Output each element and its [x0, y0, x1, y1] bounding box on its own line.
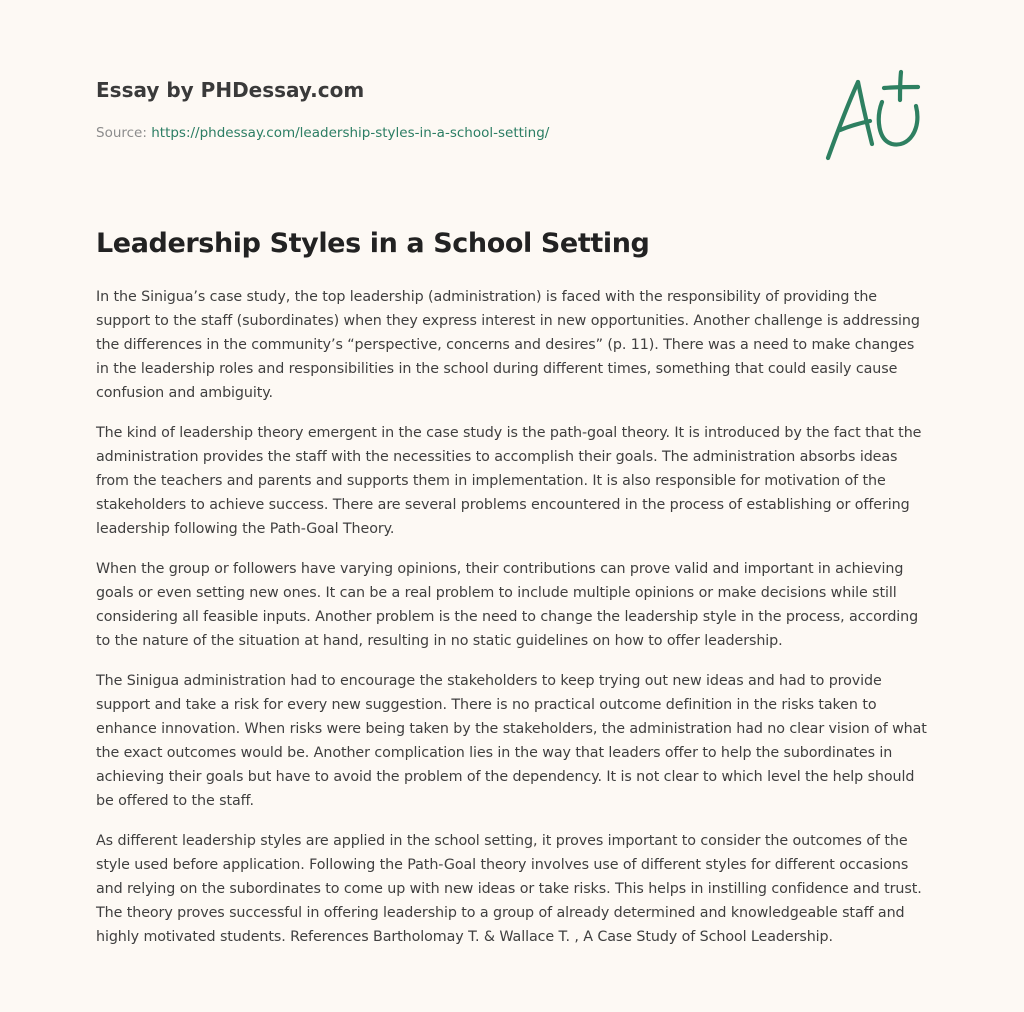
essay-paragraph: The kind of leadership theory emergent in the case study is the path-goal theory. It is introduced by the fact that the administration provides the staff with the necessities to accomplish their goals. The administration absorbs ideas from the teachers and parents and supports them in implementation. It is also responsible for motivation of the stakeholders to achieve success. There are several problems encountered in the process of establishing or offering leadership following the Path-Goal Theory.: [96, 425, 922, 537]
essay-title: Leadership Styles in a School Setting: [96, 228, 650, 259]
essay-paragraph: When the group or followers have varying opinions, their contributions can prove valid and important in achieving goals or even setting new ones. It can be a real problem to include multiple opinions or make decisions while still considering all feasible inputs. Another problem is the need to change the leadership style in the process, according to the nature of the situation at hand, resulting in no static guidelines on how to offer leadership.: [96, 561, 919, 649]
source-link[interactable]: https://phdessay.com/leadership-styles-in-a-school-setting/: [151, 125, 550, 141]
essay-paragraph: As different leadership styles are applied in the school setting, it proves important to consider the outcomes of the style used before application. Following the Path-Goal theory involves use of different styles for different occasions and relying on the subordinates to come up with new ideas or take risks. This helps in instilling confidence and trust. The theory proves successful in offering leadership to a group of already determined and knowledgeable staff and highly motivated students. References Bartholomay T. & Wallace T. , A Case Study of School Leadership.: [96, 833, 922, 945]
essay-body: [96, 285, 928, 965]
source-label: Source:: [96, 125, 152, 141]
page-header: [96, 74, 796, 143]
essay-paragraph: In the Sinigua’s case study, the top leadership (administration) is faced with the responsibility of providing the support to the staff (subordinates) when they express interest in new opportunities. Another challenge is addressing the differences in the community’s “perspective, concerns and desires” (p. 11). There was a need to make changes in the leadership roles and responsibilities in the school during different times, something that could easily cause confusion and ambiguity.: [96, 289, 920, 401]
essay-paragraph: The Sinigua administration had to encourage the stakeholders to keep trying out new ideas and had to provide support and take a risk for every new suggestion. There is no practical outcome definition in the risks taken to enhance innovation. When risks were being taken by the stakeholders, the administration had no clear vision of what the exact outcomes would be. Another complication lies in the way that leaders offer to help the subordinates in achieving their goals but have to avoid the problem of the dependency. It is not clear to which level the help should be offered to the staff.: [96, 673, 927, 809]
source-line: [96, 123, 796, 143]
site-title: Essay by PHDessay.com: [96, 78, 365, 102]
a-plus-grade-icon: [820, 68, 930, 164]
